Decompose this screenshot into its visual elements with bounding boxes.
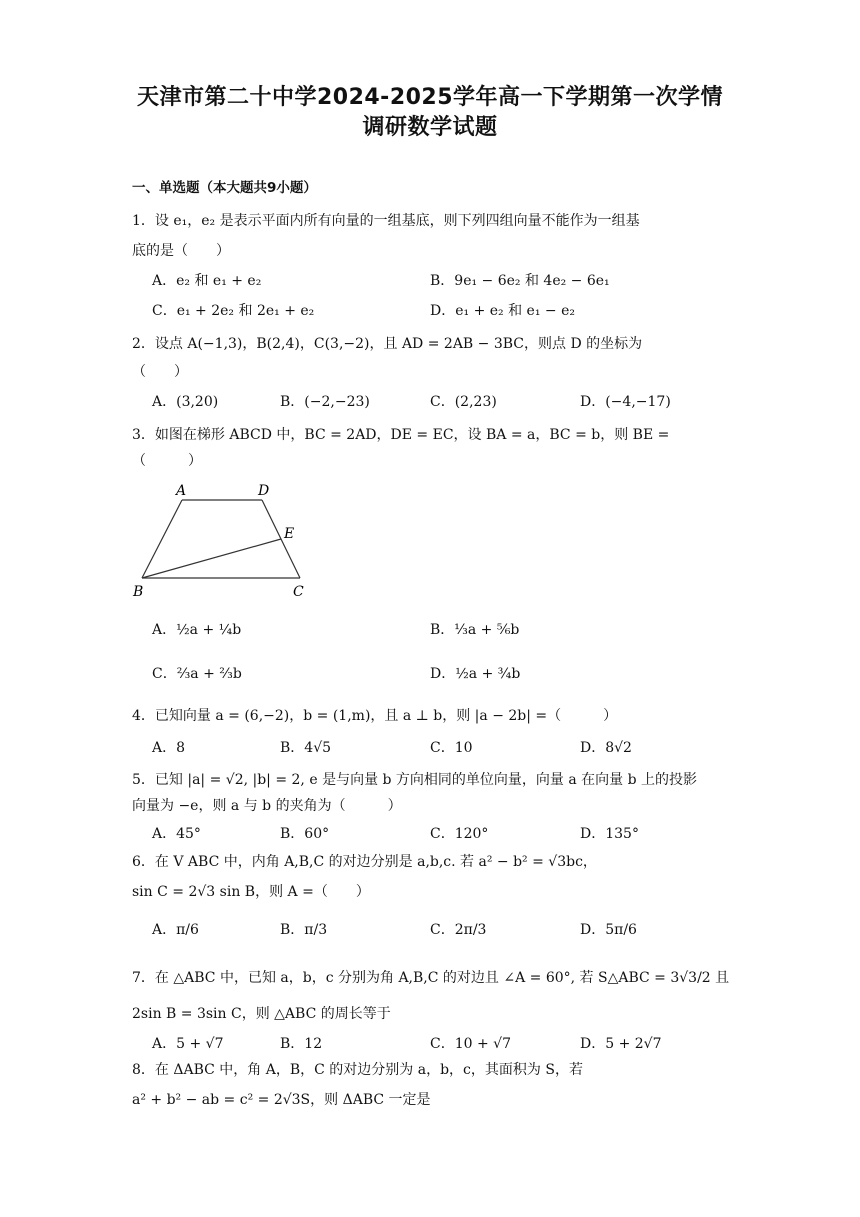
page-title-line1: 天津市第二十中学2024-2025学年高一下学期第一次学情 [136,85,724,110]
question-5-option-d: D．135° [580,826,639,842]
question-5-option-b: B．60° [280,826,330,842]
edge-be [142,539,281,578]
question-3-option-a: A．½a + ¼b [152,622,242,638]
question-1-option-d: D．e₁ + e₂ 和 e₁ − e₂ [430,303,575,319]
question-6-option-c: C．2π/3 [430,922,487,938]
trapezoid-figure [130,480,320,605]
question-2-option-c: C．(2,23) [430,394,497,410]
question-4-option-c: C．10 [430,740,473,756]
question-4-option-b: B．4√5 [280,740,332,756]
question-1-option-a: A．e₂ 和 e₁ + e₂ [152,273,262,289]
question-6-stem-line1: 6．在 V ABC 中，内角 A,B,C 的对边分别是 a,b,c. 若 a² − b² = √3bc， [132,854,597,870]
page-title-line2: 调研数学试题 [362,115,498,140]
question-7-option-b: B．12 [280,1036,323,1052]
question-2-option-d: D．(−4,−17) [580,394,671,410]
label-e: E [284,526,295,542]
question-2-stem-line1: 2．设点 A(−1,3)，B(2,4)，C(3,−2)，且 AD = 2AB − 3BC，则点 D 的坐标为 [132,336,643,352]
question-4-stem-line1: 4．已知向量 a = (6,−2)，b = (1,m)，且 a ⊥ b，则 |a − 2b| =（ ） [132,708,618,724]
question-8-stem-line1: 8．在 ΔABC 中，角 A，B，C 的对边分别为 a，b，c，其面积为 S，若 [132,1062,583,1078]
label-c: C [293,584,304,600]
question-3-option-c: C．⅔a + ⅔b [152,666,242,682]
question-1-stem-line1: 1．设 e₁，e₂ 是表示平面内所有向量的一组基底，则下列四组向量不能作为一组基 [132,213,640,229]
label-b: B [133,584,144,600]
question-3-option-d: D．½a + ¾b [430,666,521,682]
question-6-option-b: B．π/3 [280,922,328,938]
label-d: D [258,483,270,499]
question-4-option-a: A．8 [152,740,186,756]
question-5-stem-line1: 5．已知 |a| = √2, |b| = 2, e 是与向量 b 方向相同的单位向量，向量 a 在向量 b 上的投影 [132,772,698,788]
section-heading: 一、单选题（本大题共9小题） [132,180,317,196]
question-3-stem-line2: （ ） [132,453,202,469]
question-7-option-c: C．10 + √7 [430,1036,511,1052]
question-6-option-a: A．π/6 [152,922,199,938]
question-2-option-b: B．(−2,−23) [280,394,370,410]
question-1-option-b: B．9e₁ − 6e₂ 和 4e₂ − 6e₁ [430,273,610,289]
question-7-option-d: D．5 + 2√7 [580,1036,662,1052]
question-5-stem-line2: 向量为 −e，则 a 与 b 的夹角为（ ） [132,798,402,814]
question-4-option-d: D．8√2 [580,740,632,756]
question-2-option-a: A．(3,20) [152,394,219,410]
question-1-stem-line2: 底的是（ ） [132,243,230,259]
question-7-option-a: A．5 + √7 [152,1036,224,1052]
question-7-stem-line2: 2sin B = 3sin C，则 △ABC 的周长等于 [132,1006,391,1022]
label-a: A [176,483,187,499]
question-8-stem-line2: a² + b² − ab = c² = 2√3S，则 ΔABC 一定是 [132,1092,431,1108]
question-7-stem-line1: 7．在 △ABC 中，已知 a，b，c 分别为角 A,B,C 的对边且 ∠A = 60°, 若 S△ABC = 3√3/2 且 [132,970,730,986]
edge-ab [142,500,182,578]
question-5-option-c: C．120° [430,826,489,842]
question-6-option-d: D．5π/6 [580,922,637,938]
question-6-stem-line2: sin C = 2√3 sin B，则 A =（ ） [132,884,370,900]
question-3-stem-line1: 3．如图在梯形 ABCD 中，BC = 2AD，DE = EC，设 BA = a，BC = b，则 BE = [132,427,670,443]
question-3-option-b: B．⅓a + ⅚b [430,622,520,638]
question-5-option-a: A．45° [152,826,201,842]
question-1-option-c: C．e₁ + 2e₂ 和 2e₁ + e₂ [152,303,315,319]
question-2-stem-line2: （ ） [132,364,188,380]
